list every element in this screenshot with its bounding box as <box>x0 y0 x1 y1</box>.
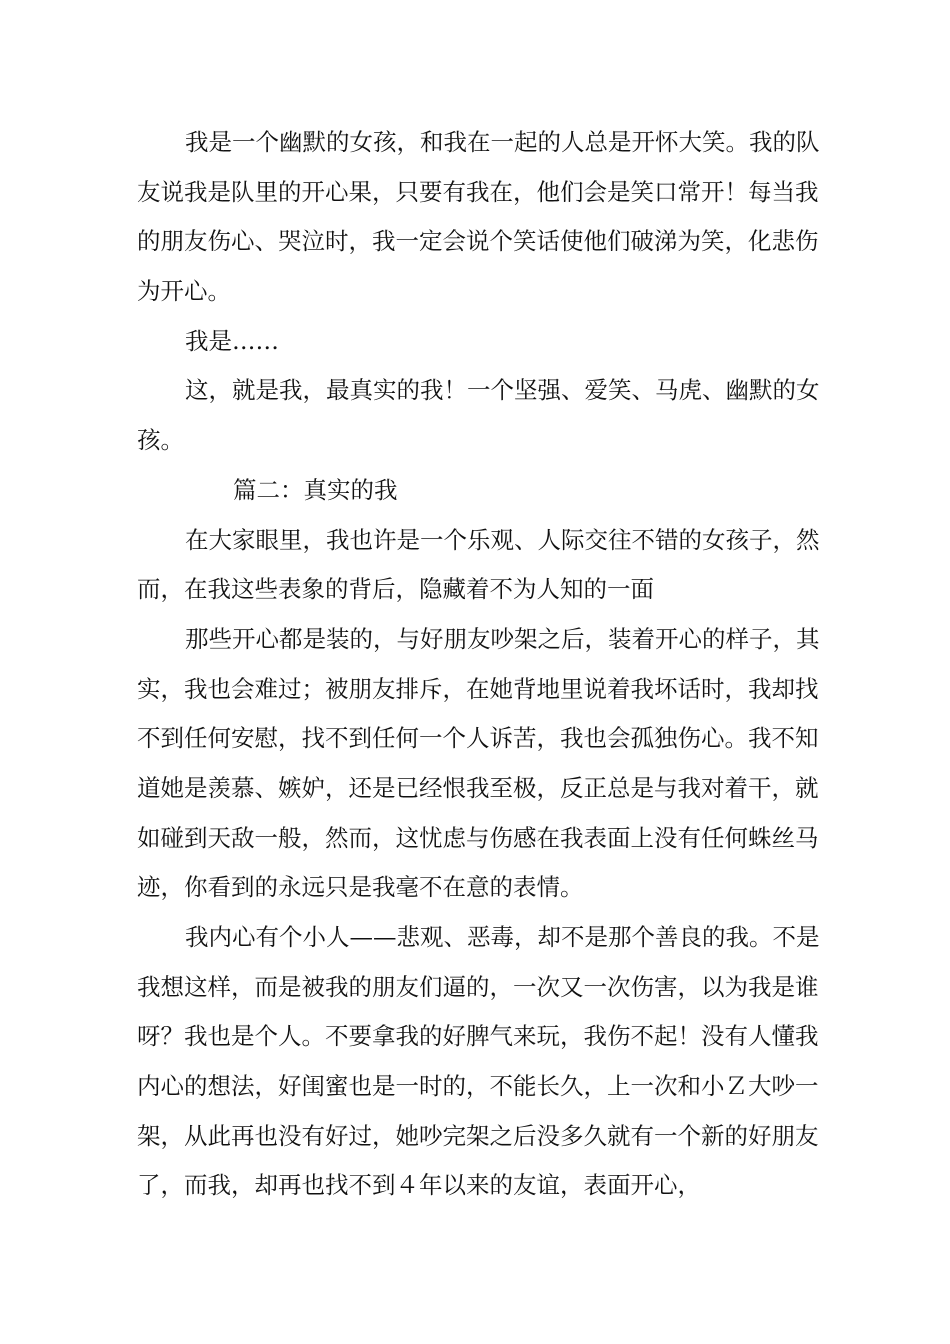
text-line: 孩。 <box>137 426 184 455</box>
text-line: 呀？我也是个人。不要拿我的好脾气来玩，我伤不起！没有人懂我 <box>137 1022 819 1051</box>
text-line: 我想这样，而是被我的朋友们逼的，一次又一次伤害，以为我是谁 <box>137 972 819 1001</box>
paragraph-pretending-happy <box>137 615 837 913</box>
text-line: 友说我是队里的开心果，只要有我在，他们会是笑口常开！每当我 <box>137 177 819 206</box>
text-line: 我是一个幽默的女孩，和我在一起的人总是开怀大笑。我的队 <box>185 128 820 156</box>
text-line: 架，从此再也没有好过，她吵完架之后没多久就有一个新的好朋友 <box>137 1121 819 1150</box>
text-line: 为开心。 <box>137 277 231 306</box>
text-line: 迹，你看到的永远只是我毫不在意的表情。 <box>137 873 584 902</box>
paragraph-inner-self <box>137 913 837 1211</box>
section-heading <box>137 466 837 516</box>
text-line: 在大家眼里，我也许是一个乐观、人际交往不错的女孩子，然 <box>185 525 820 554</box>
text-line: 了，而我，却再也找不到４年以来的友谊，表面开心， <box>137 1171 701 1200</box>
text-line: 我内心有个小人——悲观、恶毒，却不是那个善良的我。不是 <box>185 923 820 951</box>
paragraph-humorous-girl <box>137 118 837 317</box>
text-line: 我是…… <box>185 326 279 355</box>
text-line: 不到任何安慰，找不到任何一个人诉苦，我也会孤独伤心。我不知 <box>137 724 819 753</box>
text-line: 内心的想法，好闺蜜也是一时的，不能长久，上一次和小Ｚ大吵一 <box>137 1072 819 1101</box>
section-title: 篇二：真实的我 <box>233 475 398 504</box>
text-line: 那些开心都是装的，与好朋友吵架之后，装着开心的样子，其 <box>185 624 820 653</box>
text-line: 实，我也会难过；被朋友排斥，在她背地里说着我坏话时，我却找 <box>137 674 819 703</box>
paragraph-i-am <box>137 317 837 367</box>
text-line: 道她是羡慕、嫉妒，还是已经恨我至极，反正总是与我对着干，就 <box>137 773 819 802</box>
paragraph-this-is-me <box>137 366 837 465</box>
text-line: 而，在我这些表象的背后，隐藏着不为人知的一面 <box>137 575 654 604</box>
document-body <box>137 118 837 1211</box>
text-line: 这，就是我，最真实的我！一个坚强、爱笑、马虎、幽默的女 <box>185 376 820 405</box>
paragraph-in-everyones-eyes <box>137 516 837 615</box>
text-line: 的朋友伤心、哭泣时，我一定会说个笑话使他们破涕为笑，化悲伤 <box>137 227 819 256</box>
text-line: 如碰到天敌一般，然而，这忧虑与伤感在我表面上没有任何蛛丝马 <box>137 823 819 852</box>
